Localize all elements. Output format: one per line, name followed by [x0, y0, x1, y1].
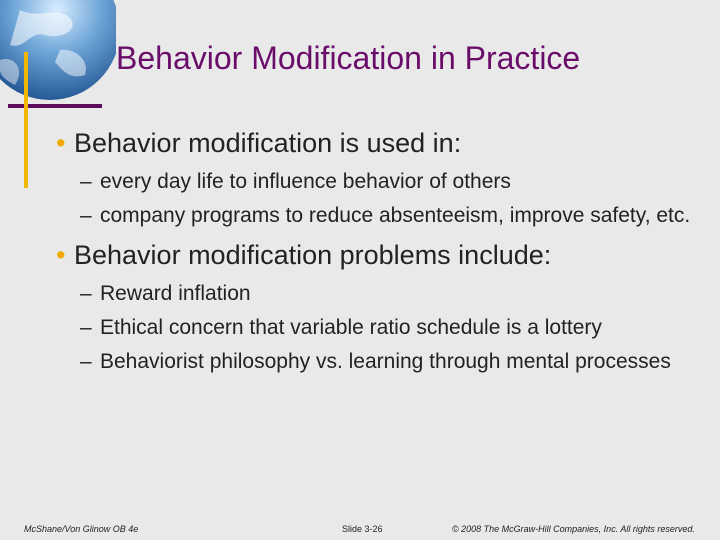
sub-list: [80, 280, 696, 376]
sub-text: Behaviorist philosophy vs. learning through mental processes: [100, 350, 671, 373]
sub-item: [80, 168, 696, 196]
sub-list: [80, 168, 696, 230]
bullet-text: Behavior modification problems include:: [74, 240, 552, 270]
sub-text: Reward inflation: [100, 282, 251, 305]
bullet-item: [56, 238, 696, 272]
sub-symbol: –: [80, 350, 92, 373]
sub-item: [80, 348, 696, 376]
bullet-text: Behavior modification is used in:: [74, 128, 462, 158]
title-underline-bar: [8, 104, 102, 108]
sub-item: [80, 280, 696, 308]
sub-text: every day life to influence behavior of others: [100, 170, 511, 193]
sub-symbol: –: [80, 204, 92, 227]
sub-symbol: –: [80, 316, 92, 339]
globe-icon: [0, 0, 116, 108]
footer-authors: McShane/Von Glinow OB 4e: [24, 524, 139, 534]
footer-slide-number: Slide 3-26: [342, 524, 383, 534]
bullet-item: [56, 126, 696, 160]
slide-body: [56, 126, 696, 382]
sub-item: [80, 202, 696, 230]
sub-symbol: –: [80, 282, 92, 305]
sub-text: company programs to reduce absenteeism, improve safety, etc.: [100, 204, 691, 227]
bullet-symbol: •: [56, 240, 66, 270]
sub-symbol: –: [80, 170, 92, 193]
slide-title: Behavior Modification in Practice: [116, 40, 581, 76]
sub-text: Ethical concern that variable ratio schedule is a lottery: [100, 316, 602, 339]
left-accent-line: [24, 52, 28, 188]
footer-copyright: © 2008 The McGraw-Hill Companies, Inc. All rights reserved.: [452, 524, 695, 534]
sub-item: [80, 314, 696, 342]
bullet-symbol: •: [56, 128, 66, 158]
